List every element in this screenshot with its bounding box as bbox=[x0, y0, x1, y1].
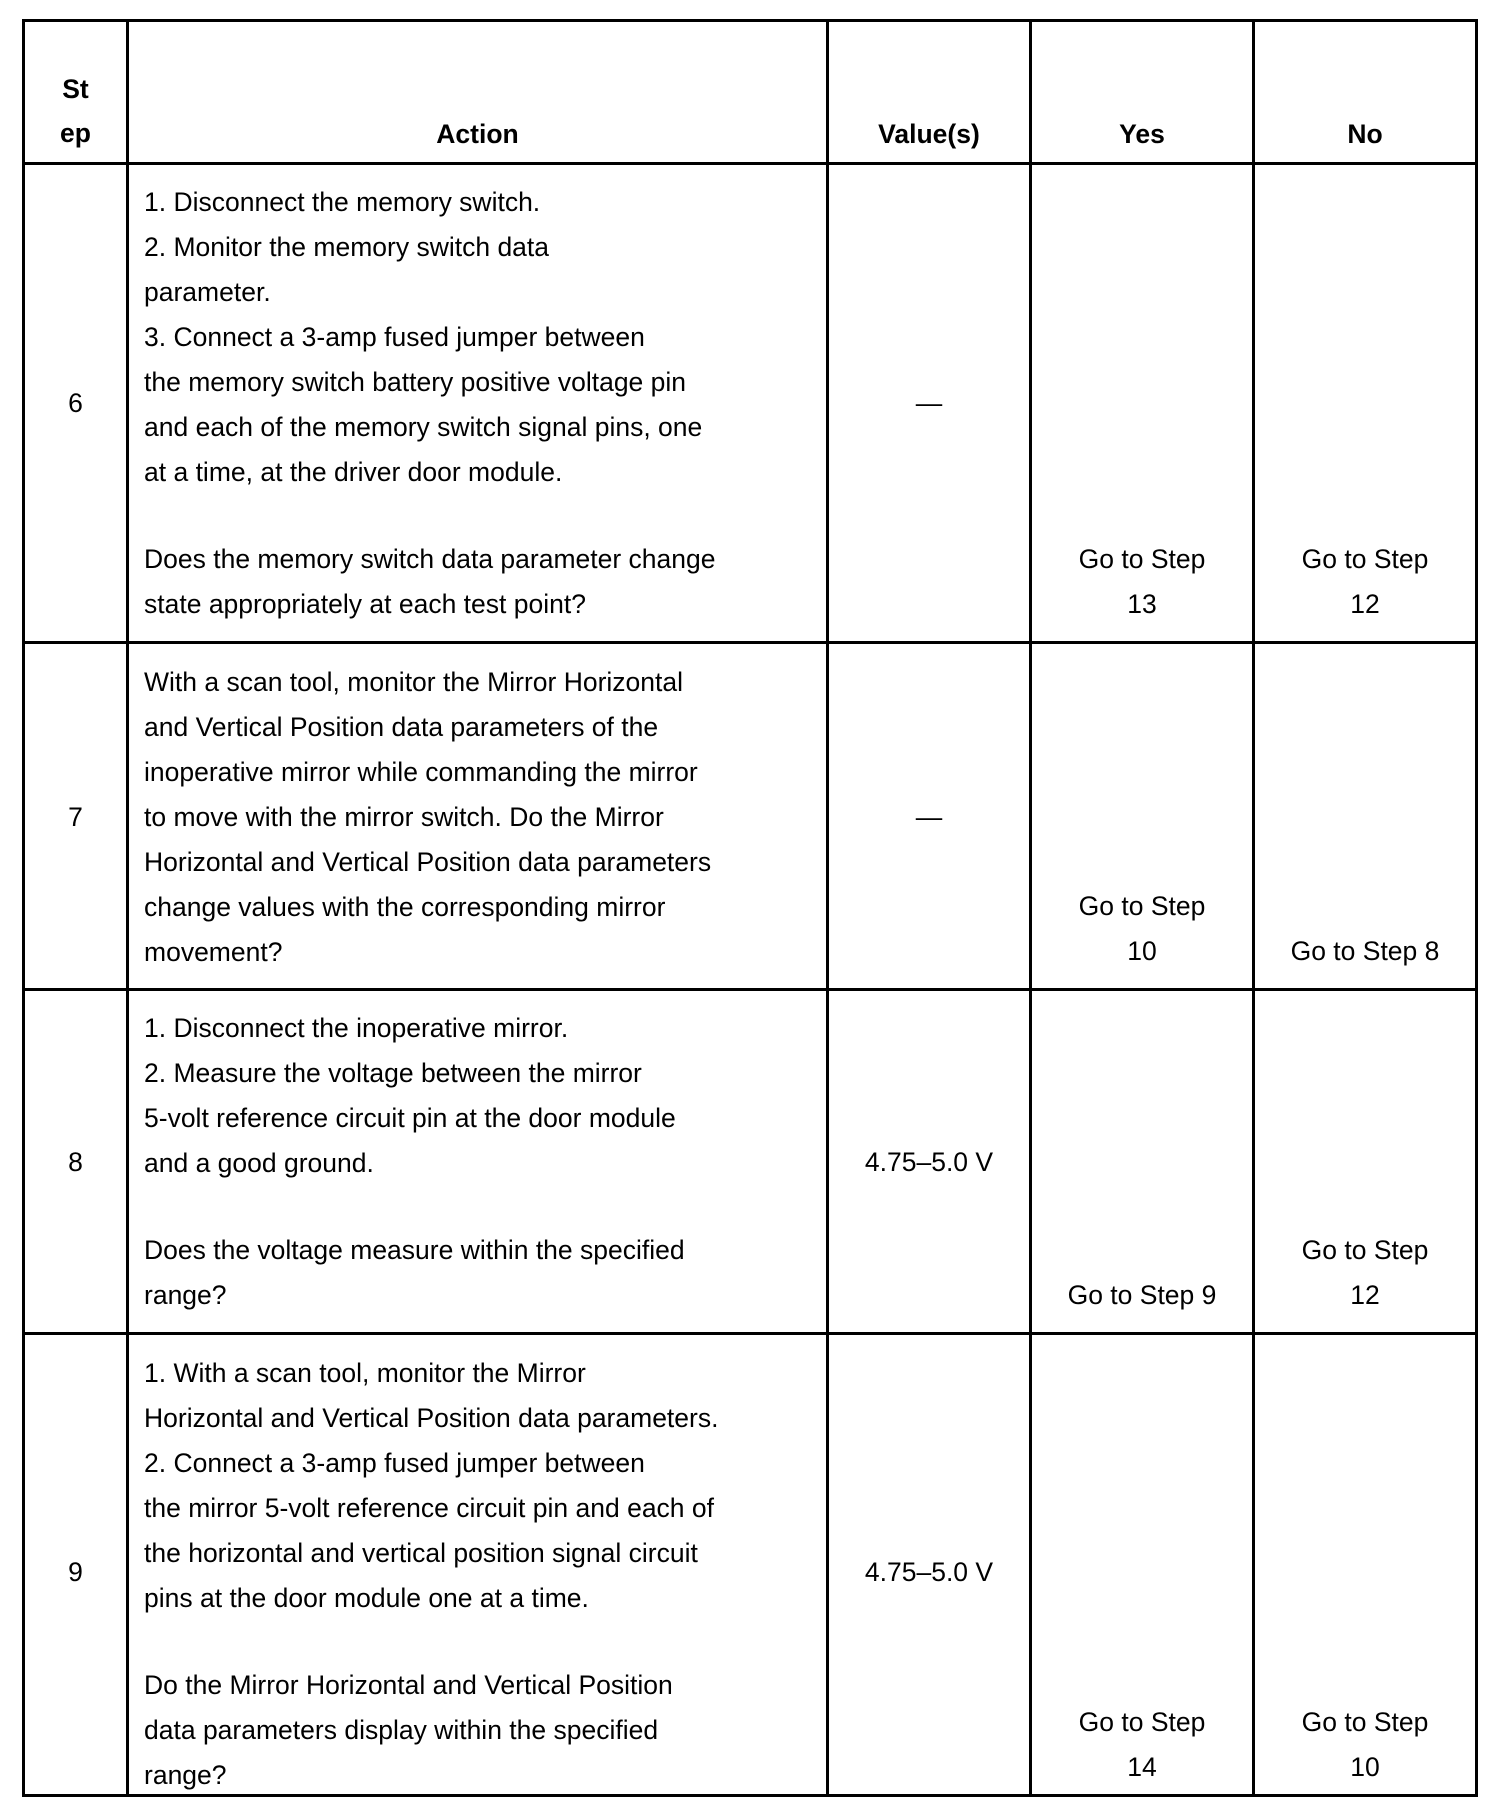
action-line: Horizontal and Vertical Position data parameters bbox=[144, 847, 712, 877]
table-rule bbox=[126, 19, 129, 1797]
yes-cell: Go to Step 10 bbox=[1078, 891, 1206, 966]
no-cell: Go to Step 10 bbox=[1301, 1707, 1429, 1782]
header-yes: Yes bbox=[1119, 119, 1165, 149]
action-line: 1. With a scan tool, monitor the Mirror bbox=[144, 1358, 586, 1388]
question-line: range? bbox=[144, 1760, 227, 1790]
header-step: St ep bbox=[60, 74, 91, 148]
action-line: to move with the mirror switch. Do the Mirror bbox=[144, 802, 664, 832]
table-rule bbox=[22, 162, 1478, 165]
action-line: pins at the door module one at a time. bbox=[144, 1583, 589, 1613]
header-action: Action bbox=[436, 119, 519, 149]
yes-cell: Go to Step 14 bbox=[1078, 1707, 1206, 1782]
yes-cell: Go to Step 13 bbox=[1078, 544, 1206, 619]
table-rule bbox=[1475, 19, 1478, 1797]
question-line: range? bbox=[144, 1280, 227, 1310]
action-line: 5-volt reference circuit pin at the door module bbox=[144, 1103, 676, 1133]
question-line: Does the voltage measure within the specified bbox=[144, 1235, 685, 1265]
action-line: the mirror 5-volt reference circuit pin and each of bbox=[144, 1493, 715, 1523]
no-cell: Go to Step 12 bbox=[1301, 544, 1429, 619]
question-line: Does the memory switch data parameter change bbox=[144, 544, 716, 574]
action-line: 3. Connect a 3-amp fused jumper between bbox=[144, 322, 645, 352]
header-no: No bbox=[1347, 119, 1383, 149]
step-number: 8 bbox=[68, 1147, 83, 1177]
question-line: data parameters display within the specified bbox=[144, 1715, 659, 1745]
table-rule bbox=[22, 19, 1478, 22]
action-line: parameter. bbox=[144, 277, 271, 307]
value-cell: — bbox=[915, 388, 943, 418]
action-line: inoperative mirror while commanding the mirror bbox=[144, 757, 698, 787]
action-line: 2. Connect a 3-amp fused jumper between bbox=[144, 1448, 645, 1478]
table-rule bbox=[22, 19, 25, 1797]
table-rule bbox=[22, 1332, 1478, 1335]
action-line: movement? bbox=[144, 937, 283, 967]
action-line: the memory switch battery positive voltage pin bbox=[144, 367, 687, 397]
action-text bbox=[144, 180, 716, 627]
header-values: Value(s) bbox=[878, 119, 980, 149]
yes-cell: Go to Step 9 bbox=[1067, 1280, 1217, 1310]
table-rule bbox=[1252, 19, 1255, 1797]
action-line: and Vertical Position data parameters of the bbox=[144, 712, 659, 742]
action-text bbox=[144, 1006, 685, 1318]
value-cell: — bbox=[915, 802, 943, 832]
action-line: and each of the memory switch signal pins, one bbox=[144, 412, 703, 442]
action-line: at a time, at the driver door module. bbox=[144, 457, 563, 487]
no-cell: Go to Step 8 bbox=[1290, 936, 1440, 966]
question-line: state appropriately at each test point? bbox=[144, 589, 586, 619]
action-line: 2. Measure the voltage between the mirror bbox=[144, 1058, 642, 1088]
table-rule bbox=[826, 19, 829, 1797]
action-line: change values with the corresponding mirror bbox=[144, 892, 666, 922]
step-number: 6 bbox=[68, 388, 83, 418]
table-rule bbox=[22, 641, 1478, 644]
question-line: Do the Mirror Horizontal and Vertical Position bbox=[144, 1670, 673, 1700]
action-line: 1. Disconnect the inoperative mirror. bbox=[144, 1013, 569, 1043]
action-line: the horizontal and vertical position signal circuit bbox=[144, 1538, 698, 1568]
action-line: 1. Disconnect the memory switch. bbox=[144, 187, 541, 217]
step-number: 7 bbox=[68, 802, 83, 832]
action-text bbox=[144, 660, 711, 975]
step-number: 9 bbox=[68, 1557, 83, 1587]
action-line: Horizontal and Vertical Position data parameters. bbox=[144, 1403, 719, 1433]
action-text bbox=[144, 1351, 718, 1798]
value-cell: 4.75–5.0 V bbox=[864, 1147, 994, 1177]
no-cell: Go to Step 12 bbox=[1301, 1235, 1429, 1310]
table-rule bbox=[22, 988, 1478, 991]
action-line: With a scan tool, monitor the Mirror Horizontal bbox=[144, 667, 684, 697]
value-cell: 4.75–5.0 V bbox=[864, 1557, 994, 1587]
action-line: 2. Monitor the memory switch data bbox=[144, 232, 550, 262]
action-line: and a good ground. bbox=[144, 1148, 374, 1178]
